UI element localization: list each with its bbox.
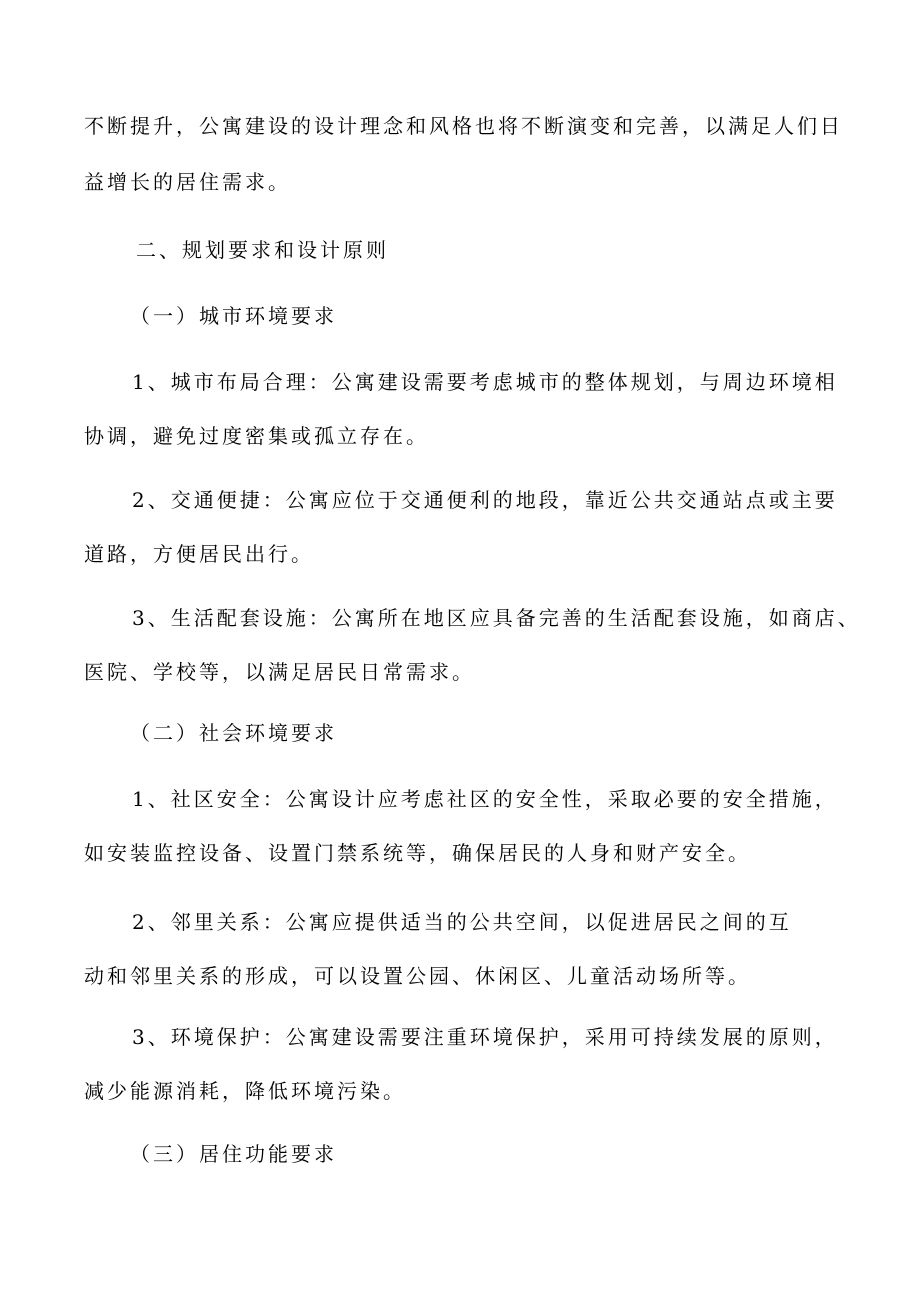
subsection-2-item-1-line-2: 如安装监控设备、设置门禁系统等，确保居民的人身和财产安全。 [84,841,751,865]
subsection-2-item-3-line-2: 减少能源消耗，降低环境污染。 [84,1079,406,1103]
subsection-2-title: （二）社会环境要求 [130,721,337,745]
subsection-1-item-2-line-1: 2、交通便捷：公寓应位于交通便利的地段，靠近公共交通站点或主要 [132,488,838,512]
subsection-1-title: （一）城市环境要求 [130,304,337,328]
subsection-2-item-3-line-1: 3、环境保护：公寓建设需要注重环境保护，采用可持续发展的原则， [132,1025,838,1049]
subsection-1-item-3-line-1: 3、生活配套设施：公寓所在地区应具备完善的生活配套设施，如商店、 [132,606,861,630]
subsection-2-item-2-line-1: 2、邻里关系：公寓应提供适当的公共空间，以促进居民之间的互 [132,910,792,934]
intro-line-2: 益增长的居住需求。 [84,170,291,194]
subsection-2-item-1-line-1: 1、社区安全：公寓设计应考虑社区的安全性，采取必要的安全措施， [132,787,838,811]
subsection-2-item-2-line-2: 动和邻里关系的形成，可以设置公园、休闲区、儿童活动场所等。 [84,964,751,988]
intro-line-1: 不断提升，公寓建设的设计理念和风格也将不断演变和完善，以满足人们日 [84,114,843,138]
subsection-1-item-3-line-2: 医院、学校等，以满足居民日常需求。 [84,660,475,684]
subsection-1-item-1-line-2: 协调，避免过度密集或孤立存在。 [84,424,429,448]
subsection-3-title: （三）居住功能要求 [130,1142,337,1166]
subsection-1-item-1-line-1: 1、城市布局合理：公寓建设需要考虑城市的整体规划，与周边环境相 [132,370,838,394]
subsection-1-item-2-line-2: 道路，方便居民出行。 [84,542,314,566]
section-title: 二、规划要求和设计原则 [136,238,389,262]
